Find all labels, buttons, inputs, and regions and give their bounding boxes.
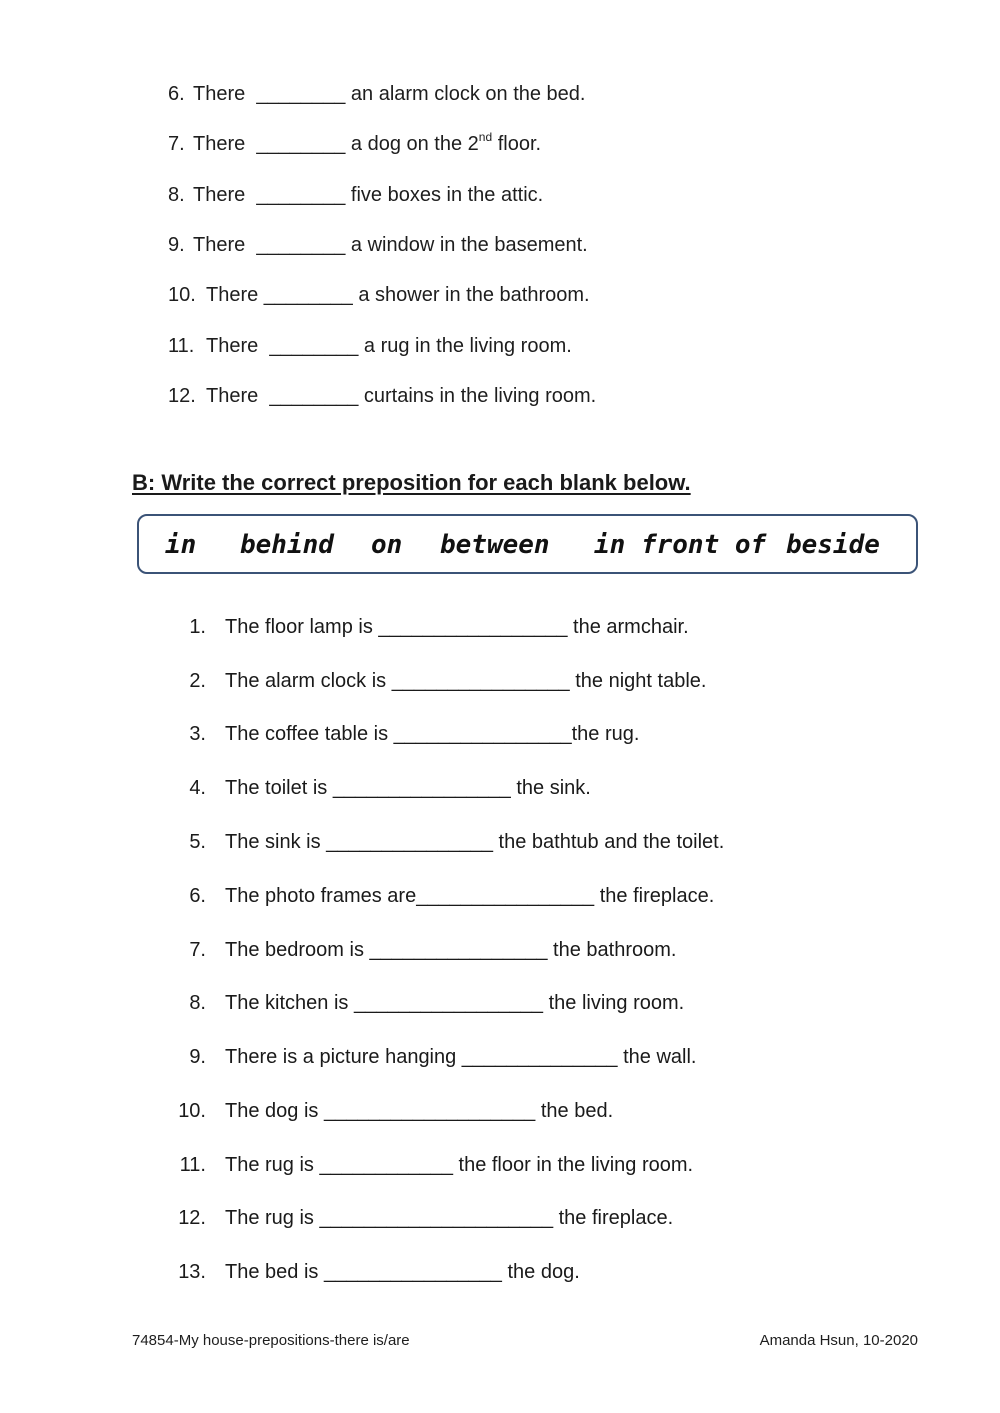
word-bank-word: on [371,530,403,560]
word-bank-word: between [440,530,550,560]
question-text: The floor lamp is _________________ the armchair. [225,616,689,638]
question-number: 9. [189,1046,206,1068]
question-number: 5. [189,831,206,853]
question-number: 7. [168,133,185,155]
question-number: 10. [178,1100,206,1122]
footer-right: Amanda Hsun, 10-2020 [759,1332,918,1349]
question-number: 10. [168,284,196,306]
word-bank-word: in [165,530,197,560]
question-text [193,132,541,156]
question-number: 13. [178,1261,206,1283]
question-text: There is a picture hanging ______________ the wall. [225,1046,697,1068]
question-number: 9. [168,234,185,256]
question-number: 3. [189,723,206,745]
question-number: 8. [168,184,185,206]
question-text: The bed is ________________ the dog. [225,1261,580,1283]
word-bank-word: in front of [594,530,767,560]
question-number: 11. [179,1154,206,1176]
question-text: There ________ five boxes in the attic. [193,184,544,206]
question-number: 7. [189,939,206,961]
question-text: The sink is _______________ the bathtub and the toilet. [225,831,725,853]
question-number: 12. [168,385,196,407]
question-text: There ________ curtains in the living room. [206,385,597,407]
question-text: The toilet is ________________ the sink. [225,777,591,799]
question-text: The alarm clock is ________________ the night table. [225,670,707,692]
question-text: There ________ a rug in the living room. [206,335,572,357]
question-number: 1. [189,616,206,638]
footer-left: 74854-My house-prepositions-there is/are [132,1332,410,1349]
question-number: 11. [168,335,195,357]
question-number: 6. [168,83,185,105]
question-text: The bedroom is ________________ the bathroom. [225,939,677,961]
question-number: 8. [189,992,206,1014]
question-text: The rug is ____________ the floor in the living room. [225,1154,694,1176]
question-text: There ________ a window in the basement. [193,234,588,256]
ordinal-superscript: nd [478,130,493,145]
question-text: The rug is _____________________ the fireplace. [225,1207,674,1229]
question-text: The coffee table is ________________the rug. [225,723,640,745]
question-text: The kitchen is _________________ the living room. [225,992,685,1014]
word-bank-word: beside [786,530,880,560]
question-text: There ________ a shower in the bathroom. [206,284,590,306]
question-number: 12. [178,1207,206,1229]
question-number: 2. [189,670,206,692]
question-number: 6. [189,885,206,907]
question-text: There ________ an alarm clock on the bed. [193,83,586,105]
section-b-heading: B: Write the correct preposition for each blank below. [132,470,691,495]
question-number: 4. [189,777,206,799]
question-text: The dog is ___________________ the bed. [225,1100,614,1122]
word-bank-word: behind [240,530,334,560]
question-text-after: floor. [492,133,542,155]
question-text: The photo frames are________________ the fireplace. [225,885,715,907]
question-text-before: There ________ a dog on the 2 [193,133,479,155]
